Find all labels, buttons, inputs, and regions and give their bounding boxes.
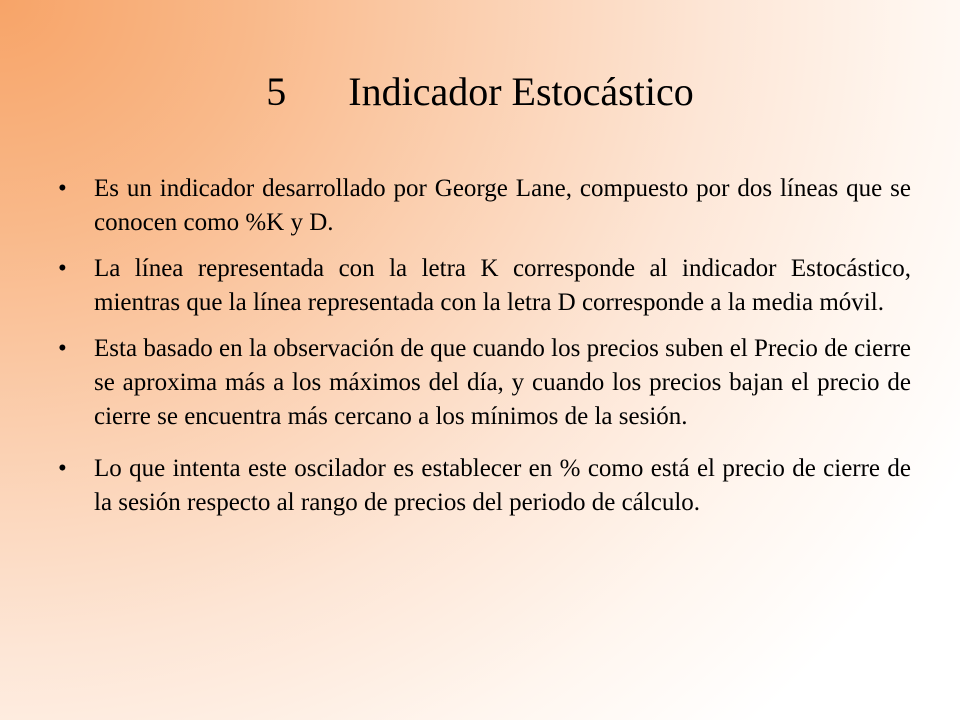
bullet-dot-icon: • (58, 455, 67, 482)
bullet-text: Esta basado en la observación de que cuando los precios suben el Precio de cierre se aproxima más a los máximos del día, y cuando los precios bajan el precio de cierre se encuentra más cercano a los mínimos de la sesión. (94, 335, 911, 430)
title-text: Indicador Estocástico (348, 69, 694, 114)
bullet-item (58, 332, 911, 434)
bullet-text: La línea representada con la letra K corresponde al indicador Estocástico, mientras que la línea representada con la letra D corresponde a la media móvil. (94, 255, 911, 316)
bullet-dot-icon: • (58, 335, 67, 362)
slide-title (0, 66, 960, 122)
bullet-dot-icon: • (58, 175, 67, 202)
bullet-text: Lo que intenta este oscilador es establecer en % como está el precio de cierre de la sesión respecto al rango de precios del periodo de cálculo. (94, 455, 911, 516)
bullet-dot-icon: • (58, 255, 67, 282)
bullet-item (58, 452, 911, 520)
title-number: 5 (266, 69, 287, 114)
bullet-item (58, 172, 911, 240)
bullet-item (58, 252, 911, 320)
bullet-list (58, 172, 911, 520)
bullet-text: Es un indicador desarrollado por George Lane, compuesto por dos líneas que se conocen como %K y D. (94, 175, 911, 236)
